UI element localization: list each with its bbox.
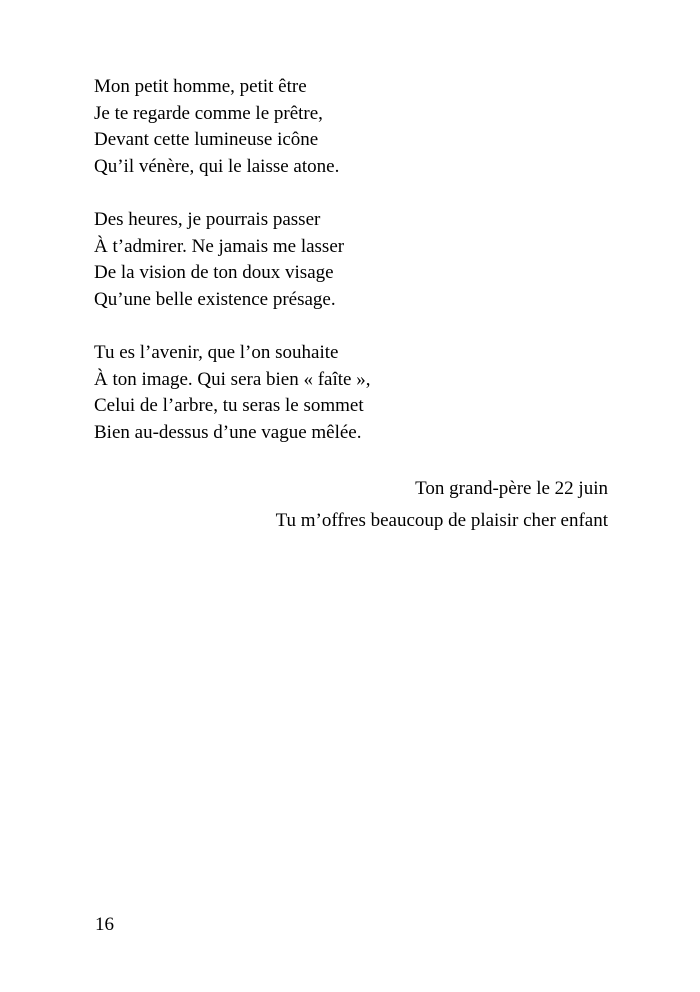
- signature-line: Ton grand-père le 22 juin: [415, 478, 608, 499]
- poem-line: De la vision de ton doux visage: [94, 262, 334, 283]
- poem-line: Qu’une belle existence présage.: [94, 288, 336, 310]
- stanza-3: [94, 340, 614, 446]
- stanza-1: [94, 74, 614, 180]
- poem-line: Qu’il vénère, qui le laisse atone.: [94, 155, 340, 177]
- poem-line: Des heures, je pourrais passer: [94, 209, 321, 230]
- poem: [94, 74, 614, 473]
- poem-line: Bien au-dessus d’une vague mêlée.: [94, 421, 362, 443]
- signature: [94, 473, 608, 536]
- poem-line: À t’admirer. Ne jamais me lasser: [94, 235, 345, 257]
- poem-line: Devant cette lumineuse icône: [94, 129, 319, 150]
- stanza-2: [94, 207, 614, 313]
- signature-line: Tu m’offres beaucoup de plaisir cher enfant: [275, 509, 608, 531]
- poem-line: À ton image. Qui sera bien « faîte »,: [94, 368, 371, 390]
- page-number: 16: [95, 914, 114, 935]
- poem-line: Mon petit homme, petit être: [94, 76, 307, 97]
- poem-line: Celui de l’arbre, tu seras le sommet: [94, 395, 364, 416]
- poem-line: Je te regarde comme le prêtre,: [94, 102, 323, 124]
- poem-line: Tu es l’avenir, que l’on souhaite: [94, 342, 339, 363]
